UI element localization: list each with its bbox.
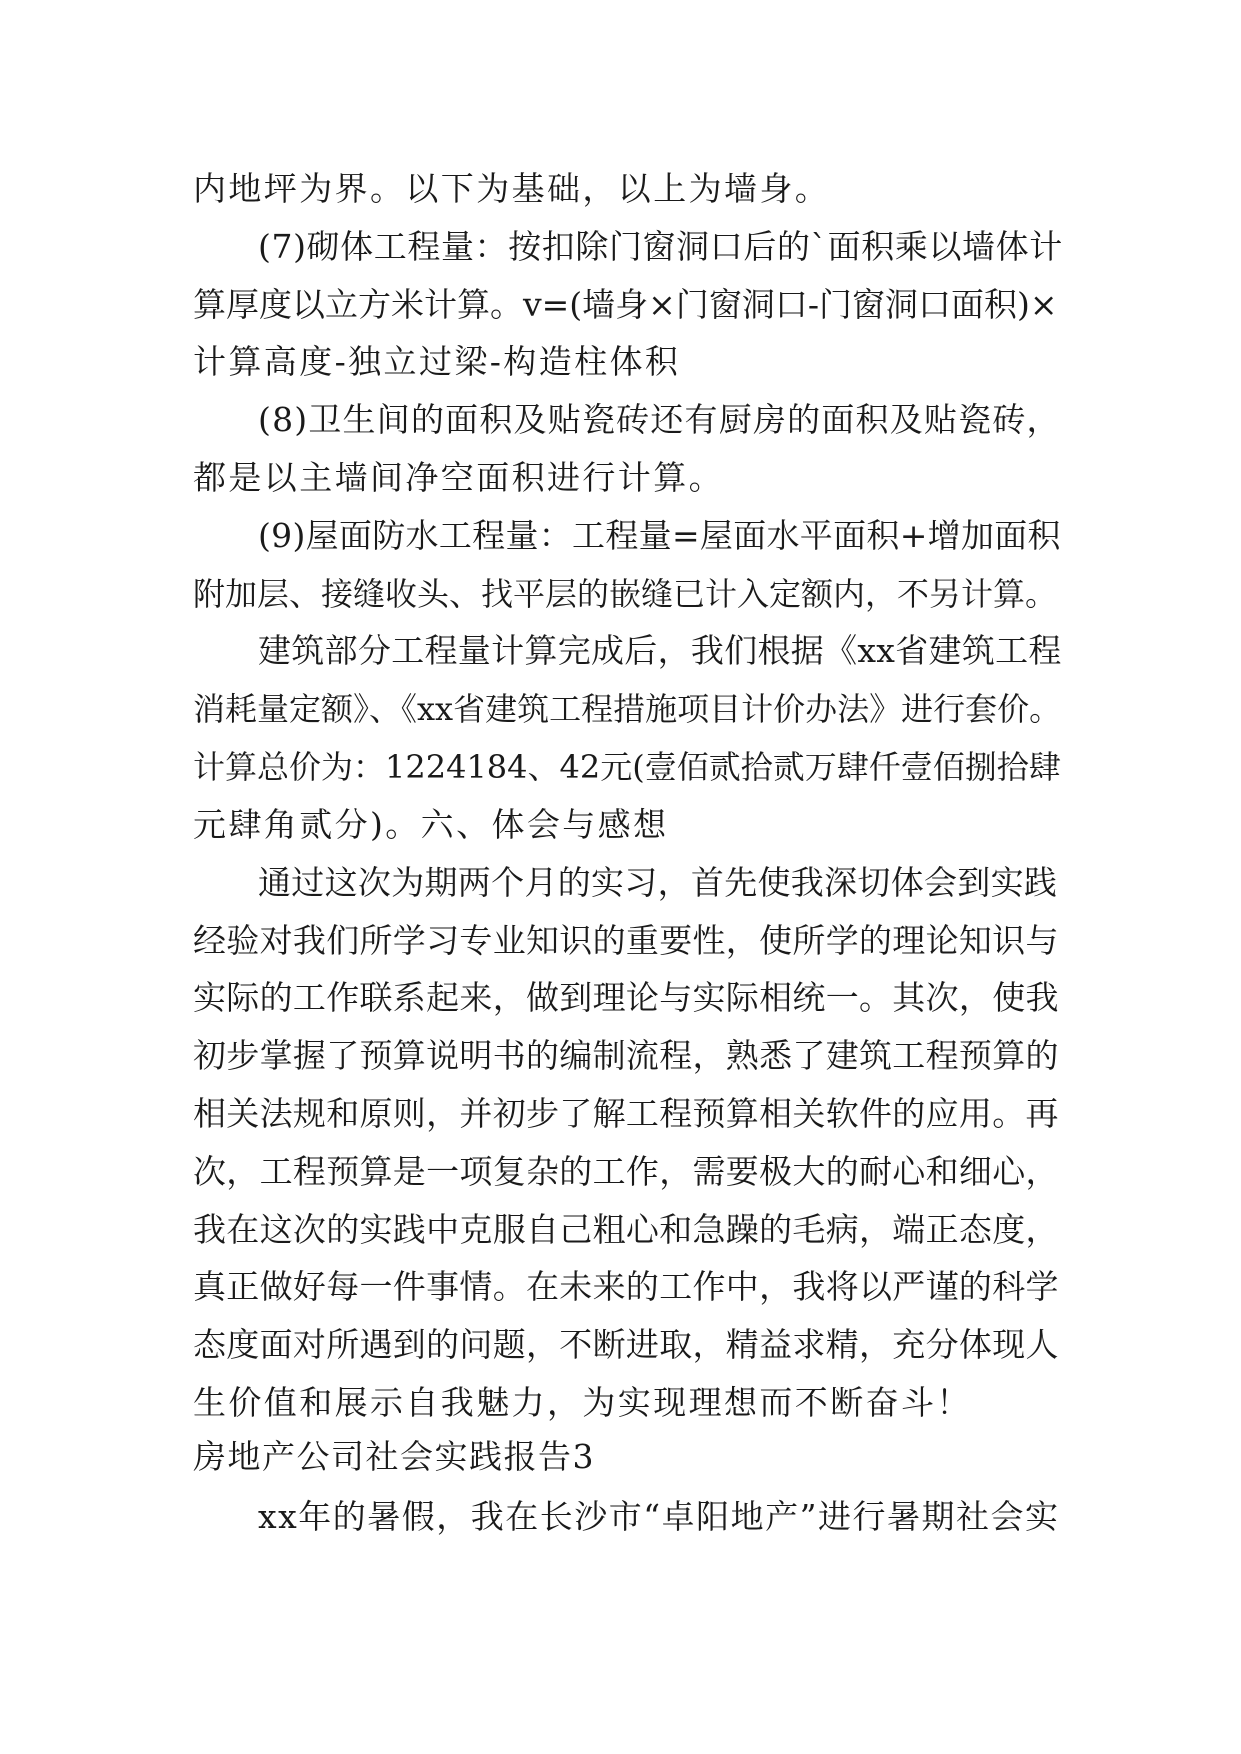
text-line: 建筑部分工程量计算完成后，我们根据《xx省建筑工程: [258, 631, 1062, 670]
text-line: 生价值和展示自我魅力，为实现理想而不断奋斗！: [193, 1383, 972, 1422]
text-line: 附加层、接缝收头、找平层的嵌缝已计入定额内，不另计算。: [193, 575, 1058, 613]
text-line: 实际的工作联系起来，做到理论与实际相统一。其次，使我: [193, 978, 1059, 1017]
text-line: 元肆角贰分)。六、体会与感想: [193, 805, 669, 844]
text-line: (8)卫生间的面积及贴瓷砖还有厨房的面积及贴瓷砖，: [258, 400, 1061, 439]
text-line: 相关法规和原则，并初步了解工程预算相关软件的应用。再: [193, 1094, 1059, 1133]
text-line: 算厚度以立方米计算。v=(墙身×门窗洞口-门窗洞口面积)×: [193, 285, 1058, 324]
section-heading: 房地产公司社会实践报告3: [193, 1437, 595, 1476]
text-line: 通过这次为期两个月的实习，首先使我深切体会到实践: [258, 863, 1058, 902]
text-line: 计算总价为：1224184、42元(壹佰贰拾贰万肆仟壹佰捌拾肆: [193, 748, 1061, 786]
text-line: 初步掌握了预算说明书的编制流程，熟悉了建筑工程预算的: [193, 1036, 1059, 1075]
text-line: 经验对我们所学习专业知识的重要性，使所学的理论知识与: [193, 921, 1059, 960]
text-line: 态度面对所遇到的问题，不断进取，精益求精，充分体现人: [193, 1325, 1059, 1364]
text-line: 都是以主墙间净空面积进行计算。: [193, 458, 724, 497]
text-line: (9)屋面防水工程量：工程量=屋面水平面积+增加面积: [258, 516, 1061, 555]
text-line: 真正做好每一件事情。在未来的工作中，我将以严谨的科学: [193, 1267, 1059, 1306]
text-line: (7)砌体工程量：按扣除门窗洞口后的`面积乘以墙体计: [258, 227, 1063, 266]
text-line: 消耗量定额》、《xx省建筑工程措施项目计价办法》进行套价。: [193, 690, 1062, 728]
text-line: xx年的暑假，我在长沙市“卓阳地产”进行暑期社会实: [258, 1497, 1060, 1536]
text-line: 计算高度-独立过梁-构造柱体积: [193, 342, 681, 381]
text-line: 内地坪为界。以下为基础，以上为墙身。: [193, 169, 831, 208]
text-line: 次，工程预算是一项复杂的工作，需要极大的耐心和细心，: [193, 1152, 1059, 1191]
text-line: 我在这次的实践中克服自己粗心和急躁的毛病，端正态度，: [193, 1210, 1059, 1249]
